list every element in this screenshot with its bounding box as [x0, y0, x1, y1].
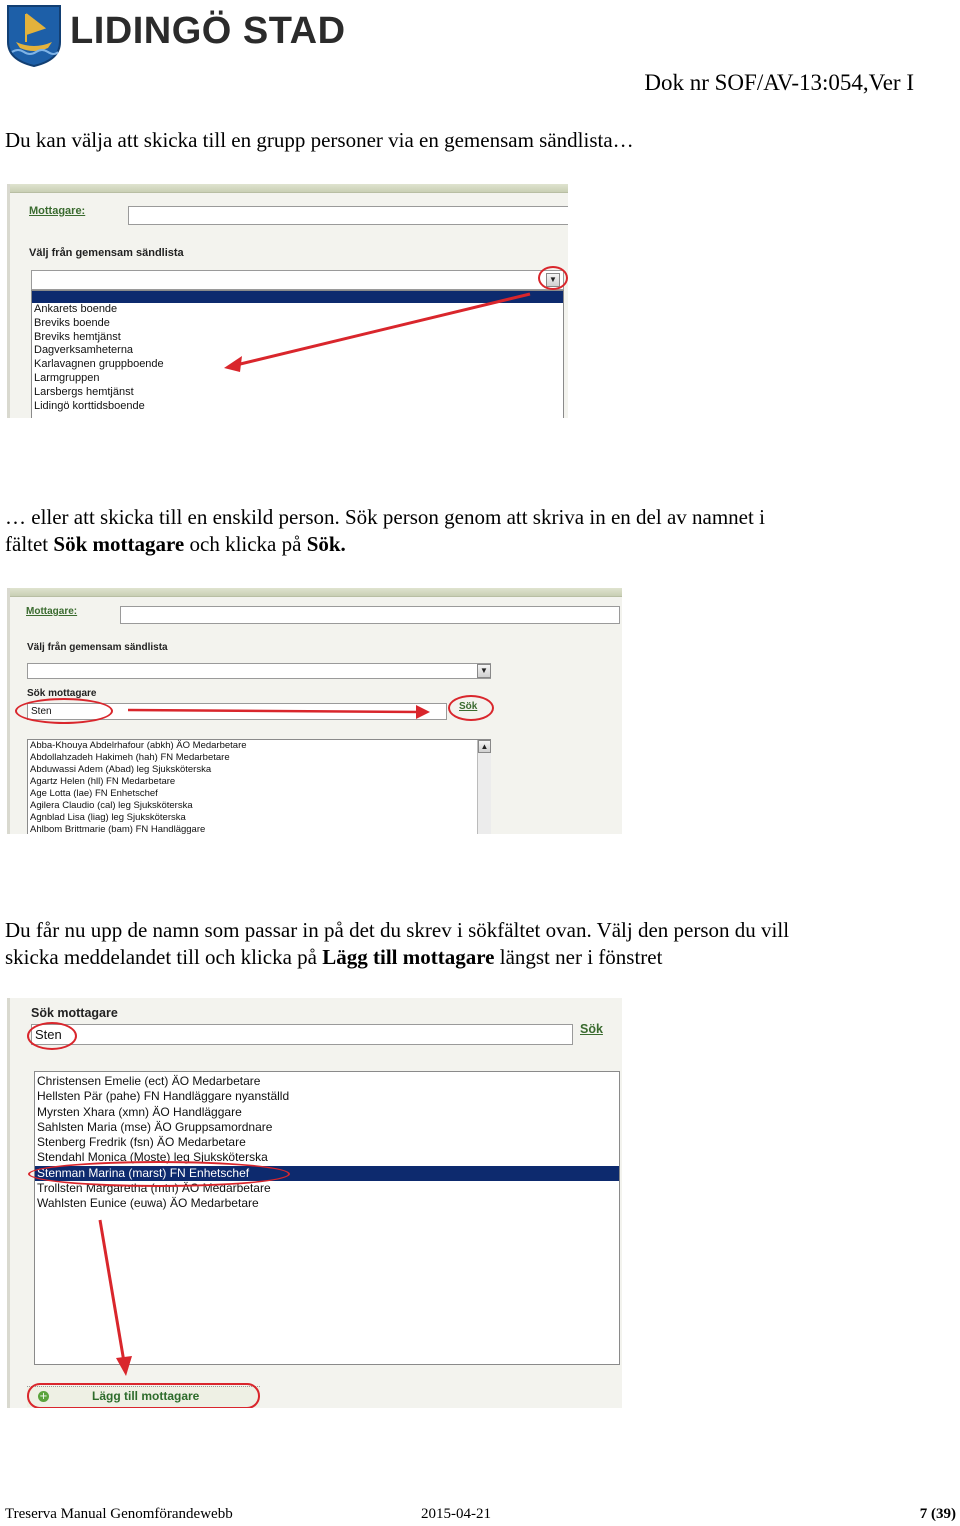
list-item[interactable]: Agnblad Lisa (liag) leg Sjuksköterska [30, 812, 186, 823]
search-results-listbox[interactable] [27, 739, 491, 834]
list-item[interactable]: Agartz Helen (hll) FN Medarbetare [30, 776, 176, 787]
list-item[interactable]: Stenberg Fredrik (fsn) ÄO Medarbetare [37, 1135, 246, 1150]
page-total: (39) [931, 1506, 956, 1522]
search-button[interactable]: Sök [459, 701, 478, 712]
list-item[interactable]: Dagverksamheterna [34, 344, 134, 357]
list-item[interactable]: Hellsten Pär (pahe) FN Handläggare nyanställd [37, 1089, 290, 1104]
list-item[interactable]: Larsbergs hemtjänst [34, 385, 134, 398]
screenshot-distribution-list [7, 184, 568, 418]
list-item[interactable]: Trollsten Margaretha (mtn) ÄO Medarbetare [37, 1181, 271, 1196]
search-button[interactable]: Sök [580, 1022, 603, 1036]
plus-icon[interactable]: + [39, 1391, 48, 1402]
red-arrow-icon [10, 184, 568, 418]
recipients-label[interactable]: Mottagare: [26, 606, 78, 617]
select-instruction-line2 [5, 944, 662, 971]
list-item[interactable]: Abdollahzadeh Hakimeh (hah) FN Medarbetare [30, 752, 230, 763]
list-item[interactable]: Lidingö korttidsboende [34, 399, 145, 412]
page-number: 7 [919, 1506, 928, 1522]
recipients-label[interactable]: Mottagare: [29, 205, 86, 217]
search-input[interactable]: Sten [31, 1024, 573, 1045]
chevron-up-icon[interactable]: ▲ [478, 740, 491, 753]
text-span: fältet [5, 532, 54, 556]
search-recipient-label: Sök mottagare [27, 688, 97, 699]
list-item[interactable]: Abduwassi Adem (Abad) leg Sjuksköterska [30, 764, 212, 775]
list-item[interactable]: Christensen Emelie (ect) ÄO Medarbetare [37, 1074, 261, 1088]
list-item[interactable]: Sahlsten Maria (mse) ÄO Gruppsamordnare [37, 1119, 273, 1134]
chevron-down-icon[interactable]: ▼ [477, 664, 491, 678]
list-item[interactable]: Breviks boende [34, 316, 110, 329]
document-number: Dok nr SOF/AV-13:054,Ver I [644, 70, 914, 95]
chevron-down-icon[interactable]: ▼ [546, 273, 560, 287]
add-recipient-button[interactable]: Lägg till mottagare [92, 1389, 200, 1403]
highlight-ring-add-button [27, 1383, 260, 1408]
scrollbar[interactable] [477, 740, 491, 834]
list-item[interactable]: Age Lotta (lae) FN Enhetschef [30, 788, 158, 799]
intro-text: Du kan välja att skicka till en grupp personer via en gemensam sändlista… [5, 128, 634, 152]
list-item[interactable]: Myrsten Xhara (xmn) ÄO Handläggare [37, 1104, 242, 1119]
list-item[interactable]: Ahlbom Brittmarie (bam) FN Handläggare [30, 824, 206, 834]
bold-text-span: Lägg till mottagare [322, 945, 495, 969]
bold-text-span: Sök mottagare [53, 532, 185, 556]
footer-page [920, 1506, 956, 1523]
select-instruction-line1: Du får nu upp de namn som passar in på det du skrev i sökfältet ovan. Välj den person du vill [5, 918, 790, 942]
screenshot-select-recipient [7, 998, 622, 1408]
list-item[interactable]: Breviks hemtjänst [34, 330, 121, 343]
red-arrow-icon [10, 998, 622, 1408]
search-input[interactable]: Sten [27, 703, 447, 720]
list-item[interactable]: Abba-Khouya Abdelrhafour (abkh) ÄO Medarbetare [30, 740, 247, 751]
text-span: skicka meddelandet till och klicka på [5, 945, 323, 969]
logo [4, 2, 346, 68]
list-item[interactable]: Wahlsten Eunice (euwa) ÄO Medarbetare [37, 1196, 259, 1211]
text-span: längst ner i fönstret [494, 945, 663, 969]
list-item[interactable]: Ankarets boende [34, 303, 118, 315]
choose-list-label: Välj från gemensam sändlista [29, 247, 184, 259]
list-item-selected[interactable]: Stenman Marina (marst) FN Enhetschef [35, 1166, 619, 1181]
city-crest-icon [4, 2, 64, 68]
search-recipient-label: Sök mottagare [31, 1006, 118, 1020]
choose-list-label: Välj från gemensam sändlista [27, 642, 168, 653]
search-instruction-line2 [5, 531, 346, 558]
footer-date: 2015-04-21 [421, 1506, 491, 1522]
logo-text: LIDINGÖ STAD [70, 10, 346, 52]
text-span: och klicka på [184, 532, 307, 556]
bold-text-span: Sök. [306, 532, 346, 556]
screenshot-search-recipient [7, 588, 622, 834]
list-item[interactable]: Larmgruppen [34, 371, 100, 384]
list-item[interactable]: Karlavagnen gruppboende [34, 358, 164, 371]
footer-title: Treserva Manual Genomförandewebb [5, 1506, 233, 1522]
search-instruction-line1: … eller att skicka till en enskild person. Sök person genom att skriva in en del av namnet i [5, 505, 765, 529]
list-item[interactable]: Stendahl Monica (Moste) leg Sjuksköterska [37, 1150, 268, 1165]
list-item[interactable]: Agilera Claudio (cal) leg Sjuksköterska [30, 800, 193, 811]
